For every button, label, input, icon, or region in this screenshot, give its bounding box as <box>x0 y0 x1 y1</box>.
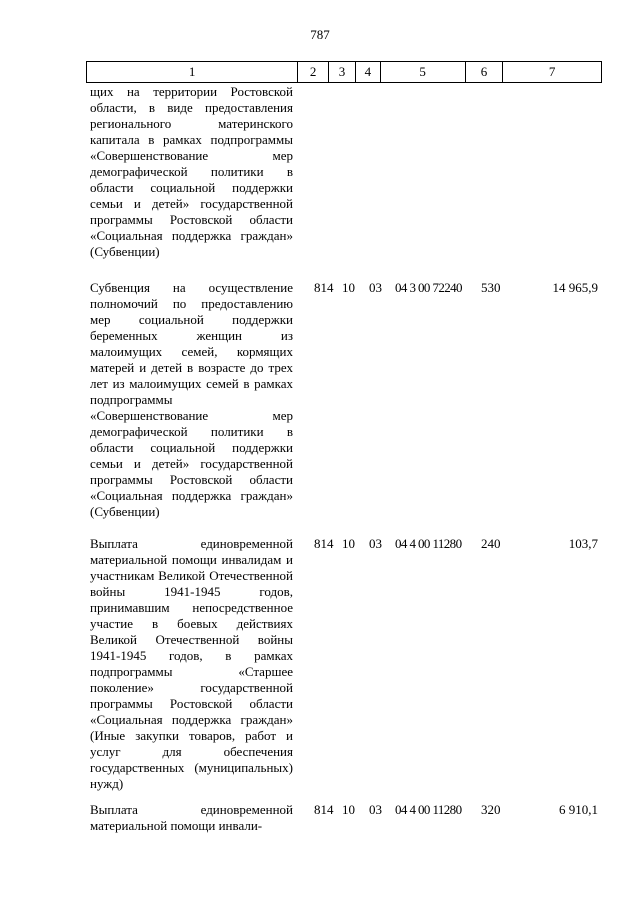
row-subsection-code: 03 <box>369 280 382 295</box>
row-section-code: 10 <box>342 536 355 551</box>
header-col-3: 3 <box>328 62 355 82</box>
row-target-code: 04 3 00 72240 <box>395 280 462 295</box>
row-expense-type: 530 <box>481 280 501 295</box>
page-number: 787 <box>310 27 330 42</box>
row-amount: 103,7 <box>568 536 598 551</box>
table-header <box>86 61 602 83</box>
header-col-1: 1 <box>188 64 196 79</box>
row-subsection-code: 03 <box>369 536 382 551</box>
row-section-code: 10 <box>342 280 355 295</box>
row-expense-type: 320 <box>481 802 501 817</box>
row-target-code: 04 4 00 11280 <box>395 802 462 817</box>
row-ministry-code: 814 <box>314 802 334 817</box>
header-col-5: 5 <box>380 62 465 82</box>
row-ministry-code: 814 <box>314 280 334 295</box>
header-col-7: 7 <box>502 62 601 82</box>
row-target-code: 04 4 00 11280 <box>395 536 462 551</box>
header-col-6: 6 <box>465 62 503 82</box>
row-description: щих на территории Ростовской области, в виде предоставления регионального материнского капитала в рамках подпрограммы «Совершенствование мер демографической политики в области социальной поддержки семьи и детей» государственной программы Ростовской области «Социальная поддержка граждан» (Субвенции) <box>90 84 293 259</box>
header-col-2: 2 <box>297 62 328 82</box>
row-section-code: 10 <box>342 802 355 817</box>
header-col-4: 4 <box>355 62 380 82</box>
row-description: Выплата единовременной материальной помощи инвалидам и участникам Великой Отечественной войны 1941-1945 годов, принимавшим непосредственное участие в боевых действиях Великой Отечественной войны 1941-1945 годов, в рамках подпрограммы «Старшее поколение» государственной программы Ростовской области «Социальная поддержка граждан» (Иные закупки товаров, работ и услуг для обеспечения государственных (муниципальных) нужд) <box>90 536 293 791</box>
row-amount: 14 965,9 <box>552 280 598 295</box>
row-description: Субвенция на осуществление полномочий по предоставлению мер социальной поддержки беременных женщин из малоимущих семей, кормящих матерей и детей в возрасте до трех лет из малоимущих семей в рамках подпрограммы «Совершенствование мер демографической политики в области социальной поддержки семьи и детей» государственной программы Ростовской области «Социальная поддержка граждан» (Субвенции) <box>90 280 293 519</box>
row-description: Выплата единовременной материальной помощи инвали- <box>90 802 293 833</box>
row-expense-type: 240 <box>481 536 501 551</box>
row-ministry-code: 814 <box>314 536 334 551</box>
row-amount: 6 910,1 <box>559 802 598 817</box>
row-subsection-code: 03 <box>369 802 382 817</box>
budget-table <box>86 61 602 833</box>
